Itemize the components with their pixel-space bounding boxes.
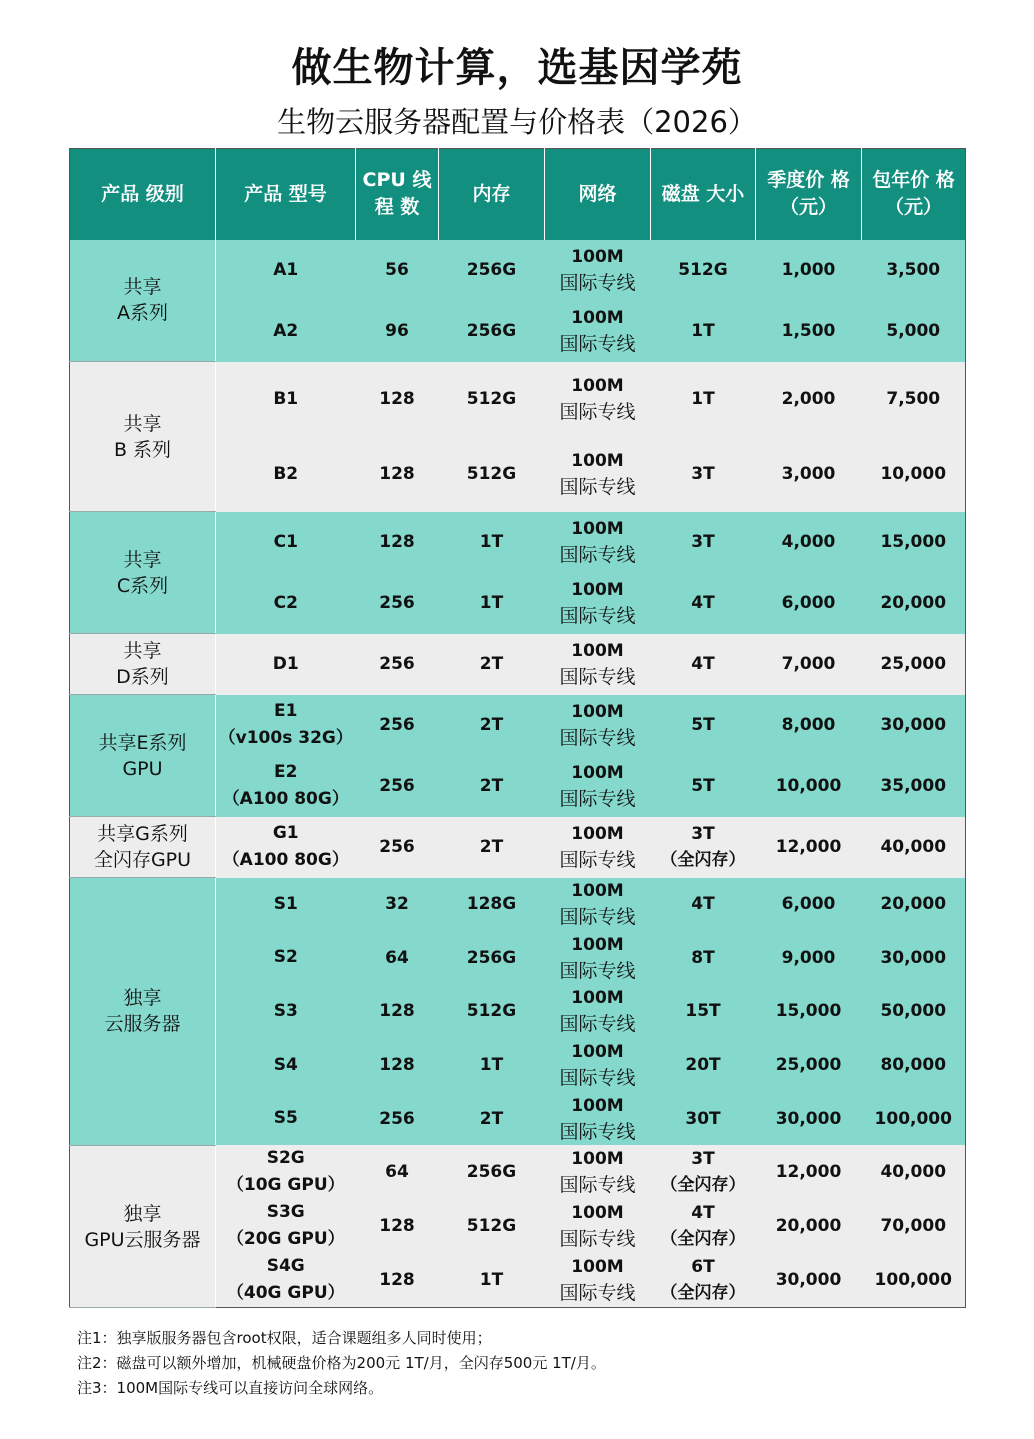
- network-speed: 100M: [571, 247, 624, 267]
- cell-memory: 256G: [439, 1145, 545, 1199]
- network-type: 国际专线: [559, 401, 636, 423]
- cell-model: S2G （10G GPU）: [216, 1145, 356, 1199]
- cell-memory: 1T: [439, 573, 545, 634]
- cell-network: [545, 240, 651, 301]
- cell-cpu: 256: [356, 1092, 439, 1146]
- cell-disk: 4T: [651, 573, 756, 634]
- cell-memory: 512G: [439, 1199, 545, 1253]
- cell-memory: 512G: [439, 362, 545, 437]
- cell-model: A1: [216, 240, 356, 301]
- cell-network: [545, 931, 651, 985]
- cell-cpu: 96: [356, 301, 439, 362]
- cell-cpu: 128: [356, 1199, 439, 1253]
- cell-year-price: 30,000: [862, 931, 966, 985]
- cell-model: G1 （A100 80G）: [216, 817, 356, 878]
- header-memory: 内存: [439, 149, 545, 240]
- cell-year-price: 5,000: [862, 301, 966, 362]
- cell-level: 独享 GPU云服务器: [70, 1145, 216, 1308]
- cell-model: S4G （40G GPU）: [216, 1253, 356, 1308]
- cell-quarter-price: 25,000: [756, 1038, 862, 1092]
- cell-memory: 128G: [439, 878, 545, 932]
- cell-quarter-price: 7,000: [756, 634, 862, 695]
- cell-model: S3G （20G GPU）: [216, 1199, 356, 1253]
- cell-cpu: 256: [356, 634, 439, 695]
- cell-cpu: 256: [356, 573, 439, 634]
- cell-cpu: 64: [356, 931, 439, 985]
- cell-model: S5: [216, 1092, 356, 1146]
- network-type: 国际专线: [559, 272, 636, 294]
- cell-disk: 5T: [651, 695, 756, 756]
- notes: [77, 1326, 606, 1401]
- network-type: 国际专线: [559, 333, 636, 355]
- note-1: 注1：独享版服务器包含root权限，适合课题组多人同时使用；: [77, 1329, 492, 1347]
- cell-year-price: 70,000: [862, 1199, 966, 1253]
- network-speed: 100M: [571, 988, 624, 1009]
- cell-quarter-price: 8,000: [756, 695, 862, 756]
- cell-disk: 1T: [651, 301, 756, 362]
- header-level: 产品 级别: [70, 149, 216, 240]
- cell-memory: 1T: [439, 1253, 545, 1308]
- cell-memory: 2T: [439, 1092, 545, 1146]
- cell-year-price: 100,000: [862, 1092, 966, 1146]
- cell-model: A2: [216, 301, 356, 362]
- cell-quarter-price: 3,000: [756, 437, 862, 512]
- network-speed: 100M: [571, 1257, 624, 1278]
- cell-cpu: 128: [356, 437, 439, 512]
- cell-memory: 2T: [439, 695, 545, 756]
- network-speed: 100M: [571, 376, 624, 396]
- cell-cpu: 56: [356, 240, 439, 301]
- network-type: 国际专线: [559, 906, 636, 929]
- cell-year-price: 40,000: [862, 817, 966, 878]
- table-row: [70, 634, 966, 695]
- cell-memory: 512G: [439, 985, 545, 1039]
- cell-model: C2: [216, 573, 356, 634]
- cell-year-price: 100,000: [862, 1253, 966, 1308]
- network-type: 国际专线: [559, 1174, 636, 1197]
- cell-memory: 256G: [439, 931, 545, 985]
- header-quarter-price: 季度价 格（元）: [756, 149, 862, 240]
- network-speed: 100M: [571, 702, 624, 722]
- table-row: [70, 512, 966, 573]
- cell-year-price: 40,000: [862, 1145, 966, 1199]
- cell-network: [545, 985, 651, 1039]
- cell-year-price: 3,500: [862, 240, 966, 301]
- cell-year-price: 30,000: [862, 695, 966, 756]
- cell-disk: 15T: [651, 985, 756, 1039]
- cell-quarter-price: 9,000: [756, 931, 862, 985]
- cell-year-price: 15,000: [862, 512, 966, 573]
- cell-year-price: 80,000: [862, 1038, 966, 1092]
- cell-memory: 1T: [439, 1038, 545, 1092]
- cell-cpu: 32: [356, 878, 439, 932]
- page-subtitle: 生物云服务器配置与价格表（2026）: [277, 105, 757, 139]
- cell-cpu: 256: [356, 817, 439, 878]
- header-year-price: 包年价 格（元）: [862, 149, 966, 240]
- table-row: [70, 240, 966, 301]
- cell-network: [545, 1199, 651, 1253]
- network-speed: 100M: [571, 824, 624, 844]
- network-type: 国际专线: [559, 788, 636, 810]
- cell-network: [545, 573, 651, 634]
- cell-disk: 6T （全闪存）: [651, 1253, 756, 1308]
- cell-year-price: 25,000: [862, 634, 966, 695]
- network-speed: 100M: [571, 1149, 624, 1170]
- header-network: 网络: [545, 149, 651, 240]
- cell-quarter-price: 20,000: [756, 1199, 862, 1253]
- network-type: 国际专线: [559, 727, 636, 749]
- cell-disk: 512G: [651, 240, 756, 301]
- cell-cpu: 128: [356, 512, 439, 573]
- cell-quarter-price: 6,000: [756, 573, 862, 634]
- cell-network: [545, 756, 651, 817]
- cell-level: 共享 A系列: [70, 240, 216, 362]
- cell-model: C1: [216, 512, 356, 573]
- cell-quarter-price: 30,000: [756, 1253, 862, 1308]
- cell-year-price: 35,000: [862, 756, 966, 817]
- cell-disk: 4T: [651, 878, 756, 932]
- cell-memory: 2T: [439, 756, 545, 817]
- cell-quarter-price: 1,500: [756, 301, 862, 362]
- cell-disk: 30T: [651, 1092, 756, 1146]
- cell-memory: 256G: [439, 301, 545, 362]
- network-type: 国际专线: [559, 605, 636, 627]
- cell-disk: 20T: [651, 1038, 756, 1092]
- cell-quarter-price: 12,000: [756, 817, 862, 878]
- network-type: 国际专线: [559, 1013, 636, 1036]
- header-cpu: CPU 线程 数: [356, 149, 439, 240]
- cell-year-price: 10,000: [862, 437, 966, 512]
- cell-year-price: 7,500: [862, 362, 966, 437]
- cell-memory: 2T: [439, 634, 545, 695]
- cell-cpu: 256: [356, 756, 439, 817]
- cell-disk: 3T （全闪存）: [651, 1145, 756, 1199]
- cell-network: [545, 437, 651, 512]
- network-speed: 100M: [571, 641, 624, 661]
- cell-disk: 5T: [651, 756, 756, 817]
- cell-quarter-price: 15,000: [756, 985, 862, 1039]
- network-speed: 100M: [571, 1095, 624, 1116]
- cell-model: E1 （v100s 32G）: [216, 695, 356, 756]
- cell-network: [545, 634, 651, 695]
- cell-model: S4: [216, 1038, 356, 1092]
- cell-quarter-price: 30,000: [756, 1092, 862, 1146]
- cell-network: [545, 878, 651, 932]
- cell-disk: 3T: [651, 437, 756, 512]
- cell-disk: 3T: [651, 512, 756, 573]
- network-speed: 100M: [571, 451, 624, 471]
- network-speed: 100M: [571, 519, 624, 539]
- table-row: [70, 817, 966, 878]
- cell-level: 独享 云服务器: [70, 878, 216, 1146]
- note-3: 注3：100M国际专线可以直接访问全球网络。: [77, 1379, 384, 1397]
- cell-network: [545, 1092, 651, 1146]
- cell-year-price: 20,000: [862, 573, 966, 634]
- cell-level: 共享G系列 全闪存GPU: [70, 817, 216, 878]
- cell-model: D1: [216, 634, 356, 695]
- network-speed: 100M: [571, 1203, 624, 1224]
- network-speed: 100M: [571, 763, 624, 783]
- network-speed: 100M: [571, 308, 624, 328]
- cell-quarter-price: 6,000: [756, 878, 862, 932]
- cell-disk: 1T: [651, 362, 756, 437]
- cell-network: [545, 1145, 651, 1199]
- cell-level: 共享 B 系列: [70, 362, 216, 512]
- table-row: [70, 878, 966, 932]
- network-type: 国际专线: [559, 666, 636, 688]
- cell-model: E2 （A100 80G）: [216, 756, 356, 817]
- cell-cpu: 128: [356, 985, 439, 1039]
- cell-quarter-price: 2,000: [756, 362, 862, 437]
- cell-model: B1: [216, 362, 356, 437]
- cell-network: [545, 817, 651, 878]
- cell-model: S1: [216, 878, 356, 932]
- network-type: 国际专线: [559, 1067, 636, 1090]
- header-model: 产品 型号: [216, 149, 356, 240]
- cell-model: B2: [216, 437, 356, 512]
- cell-network: [545, 1253, 651, 1308]
- table-header-row: [70, 149, 966, 240]
- table-row: [70, 362, 966, 437]
- cell-network: [545, 1038, 651, 1092]
- cell-network: [545, 301, 651, 362]
- cell-level: 共享 C系列: [70, 512, 216, 634]
- network-speed: 100M: [571, 934, 624, 955]
- network-type: 国际专线: [559, 849, 636, 871]
- cell-network: [545, 362, 651, 437]
- table-row: [70, 1145, 966, 1199]
- cell-memory: 512G: [439, 437, 545, 512]
- cell-year-price: 50,000: [862, 985, 966, 1039]
- cell-quarter-price: 4,000: [756, 512, 862, 573]
- cell-disk: 3T （全闪存）: [651, 817, 756, 878]
- cell-cpu: 256: [356, 695, 439, 756]
- network-type: 国际专线: [559, 1120, 636, 1143]
- cell-disk: 4T （全闪存）: [651, 1199, 756, 1253]
- cell-cpu: 128: [356, 1253, 439, 1308]
- network-type: 国际专线: [559, 1228, 636, 1251]
- network-speed: 100M: [571, 580, 624, 600]
- cell-quarter-price: 12,000: [756, 1145, 862, 1199]
- network-type: 国际专线: [559, 959, 636, 982]
- header-disk: 磁盘 大小: [651, 149, 756, 240]
- cell-memory: 1T: [439, 512, 545, 573]
- cell-model: S3: [216, 985, 356, 1039]
- network-speed: 100M: [571, 881, 624, 902]
- network-type: 国际专线: [559, 1282, 636, 1305]
- network-type: 国际专线: [559, 476, 636, 498]
- network-speed: 100M: [571, 1042, 624, 1063]
- cell-disk: 4T: [651, 634, 756, 695]
- cell-level: 共享 D系列: [70, 634, 216, 695]
- cell-network: [545, 695, 651, 756]
- table-row: [70, 695, 966, 756]
- table-body: [70, 240, 966, 1308]
- cell-memory: 2T: [439, 817, 545, 878]
- cell-cpu: 128: [356, 1038, 439, 1092]
- cell-disk: 8T: [651, 931, 756, 985]
- page-title: 做生物计算，选基因学苑: [291, 45, 743, 91]
- network-type: 国际专线: [559, 544, 636, 566]
- cell-cpu: 128: [356, 362, 439, 437]
- cell-quarter-price: 1,000: [756, 240, 862, 301]
- cell-memory: 256G: [439, 240, 545, 301]
- price-table: [69, 148, 966, 1308]
- cell-year-price: 20,000: [862, 878, 966, 932]
- cell-cpu: 64: [356, 1145, 439, 1199]
- cell-quarter-price: 10,000: [756, 756, 862, 817]
- note-2: 注2：磁盘可以额外增加，机械硬盘价格为200元 1T/月，全闪存500元 1T/月。: [77, 1354, 606, 1372]
- cell-network: [545, 512, 651, 573]
- cell-level: 共享E系列 GPU: [70, 695, 216, 817]
- cell-model: S2: [216, 931, 356, 985]
